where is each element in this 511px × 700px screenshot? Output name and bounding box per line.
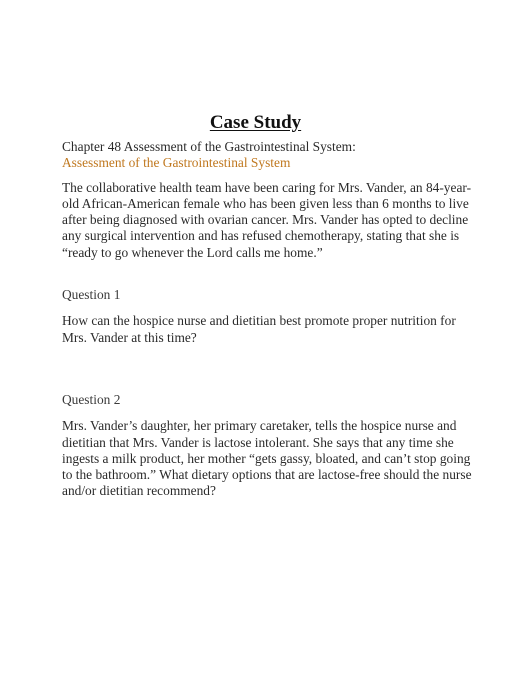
case-intro-paragraph: The collaborative health team have been caring for Mrs. Vander, an 84-year-old African-American female who has been given less than 6 months to live after being diagnosed with ovarian cancer. Mrs. Vander has opted to decline any surgical intervention and has refused chemotherapy, stating that she is “ready to go whenever the Lord calls me home.”	[62, 179, 472, 260]
question-2-text: Mrs. Vander’s daughter, her primary caretaker, tells the hospice nurse and dietitian that Mrs. Vander is lactose intolerant. She says that any time she ingests a milk product, her mother “gets gassy, bloated, and can’t stop going to the bathroom.” What dietary options that are lactose-free should the nurse and/or dietitian recommend?	[62, 418, 472, 499]
chapter-heading: Chapter 48 Assessment of the Gastrointestinal System:	[62, 139, 356, 154]
question-2-heading: Question 2	[62, 391, 121, 407]
section-subtitle: Assessment of the Gastrointestinal System	[62, 155, 291, 171]
question-1-text: How can the hospice nurse and dietitian best promote proper nutrition for Mrs. Vander at this time?	[62, 313, 456, 345]
page-title: Case Study	[209, 112, 302, 133]
document-body	[62, 139, 482, 500]
question-1-heading: Question 1	[62, 287, 121, 303]
